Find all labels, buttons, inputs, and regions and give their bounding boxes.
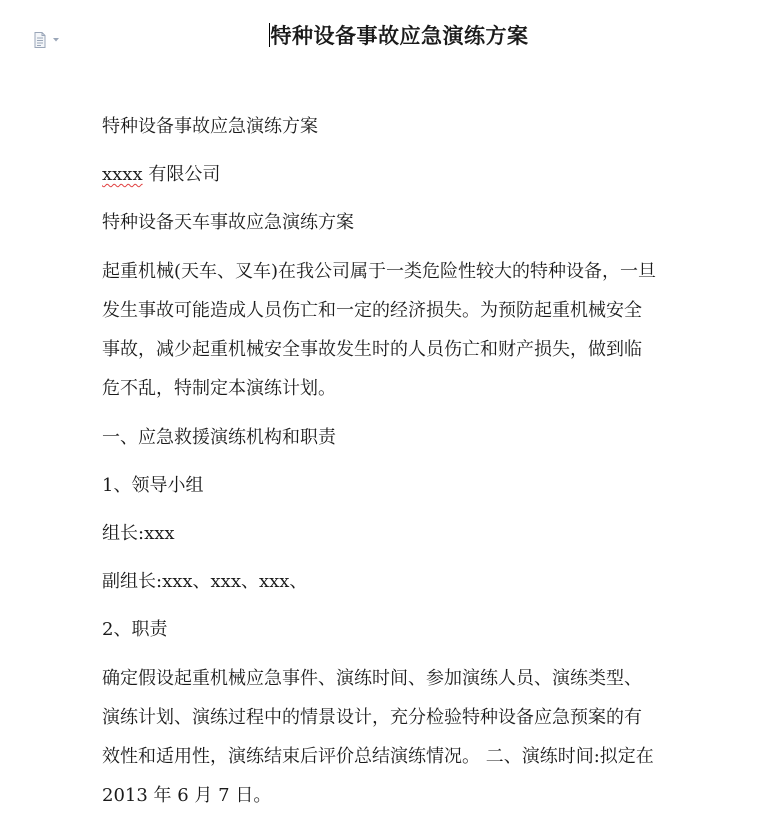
subsection-heading: 2、职责 xyxy=(102,619,168,640)
paragraph-company xyxy=(102,156,682,193)
paragraph-leader: 组长:xxx xyxy=(102,523,175,544)
duty-line: 确定假设起重机械应急事件、演练时间、参加演练人员、演练类型、 xyxy=(102,668,642,689)
intro-line: 发生事故可能造成人员伤亡和一定的经济损失。为预防起重机械安全 xyxy=(102,300,642,321)
duty-line: 2013 年 6 月 7 日。 xyxy=(102,785,272,806)
paragraph-subtitle: 特种设备天车事故应急演练方案 xyxy=(102,212,354,233)
duty-line: 演练计划、演练过程中的情景设计，充分检验特种设备应急预案的有 xyxy=(102,707,642,728)
document-title-text: 特种设备事故应急演练方案 xyxy=(270,23,529,48)
paragraph-heading: 特种设备事故应急演练方案 xyxy=(102,116,318,137)
intro-line: 危不乱，特制定本演练计划。 xyxy=(102,378,336,399)
section-heading: 一、应急救援演练机构和职责 xyxy=(102,427,336,448)
paragraph-intro xyxy=(102,252,682,408)
paragraph-deputy: 副组长:xxx、xxx、xxx、 xyxy=(102,571,308,592)
company-placeholder: xxxx xyxy=(102,164,143,185)
intro-line: 起重机械(天车、叉车)在我公司属于一类危险性较大的特种设备，一旦 xyxy=(102,261,657,282)
text-cursor xyxy=(269,23,270,47)
document-title[interactable] xyxy=(269,20,529,50)
subsection-heading: 1、领导小组 xyxy=(102,475,204,496)
company-suffix: 有限公司 xyxy=(142,164,221,185)
duty-line: 效性和适用性，演练结束后评价总结演练情况。 二、演练时间:拟定在 xyxy=(102,746,654,767)
title-row xyxy=(0,20,781,50)
paragraph-duty xyxy=(102,659,682,815)
intro-line: 事故，减少起重机械安全事故发生时的人员伤亡和财产损失，做到临 xyxy=(102,339,642,360)
document-body[interactable] xyxy=(102,108,682,826)
